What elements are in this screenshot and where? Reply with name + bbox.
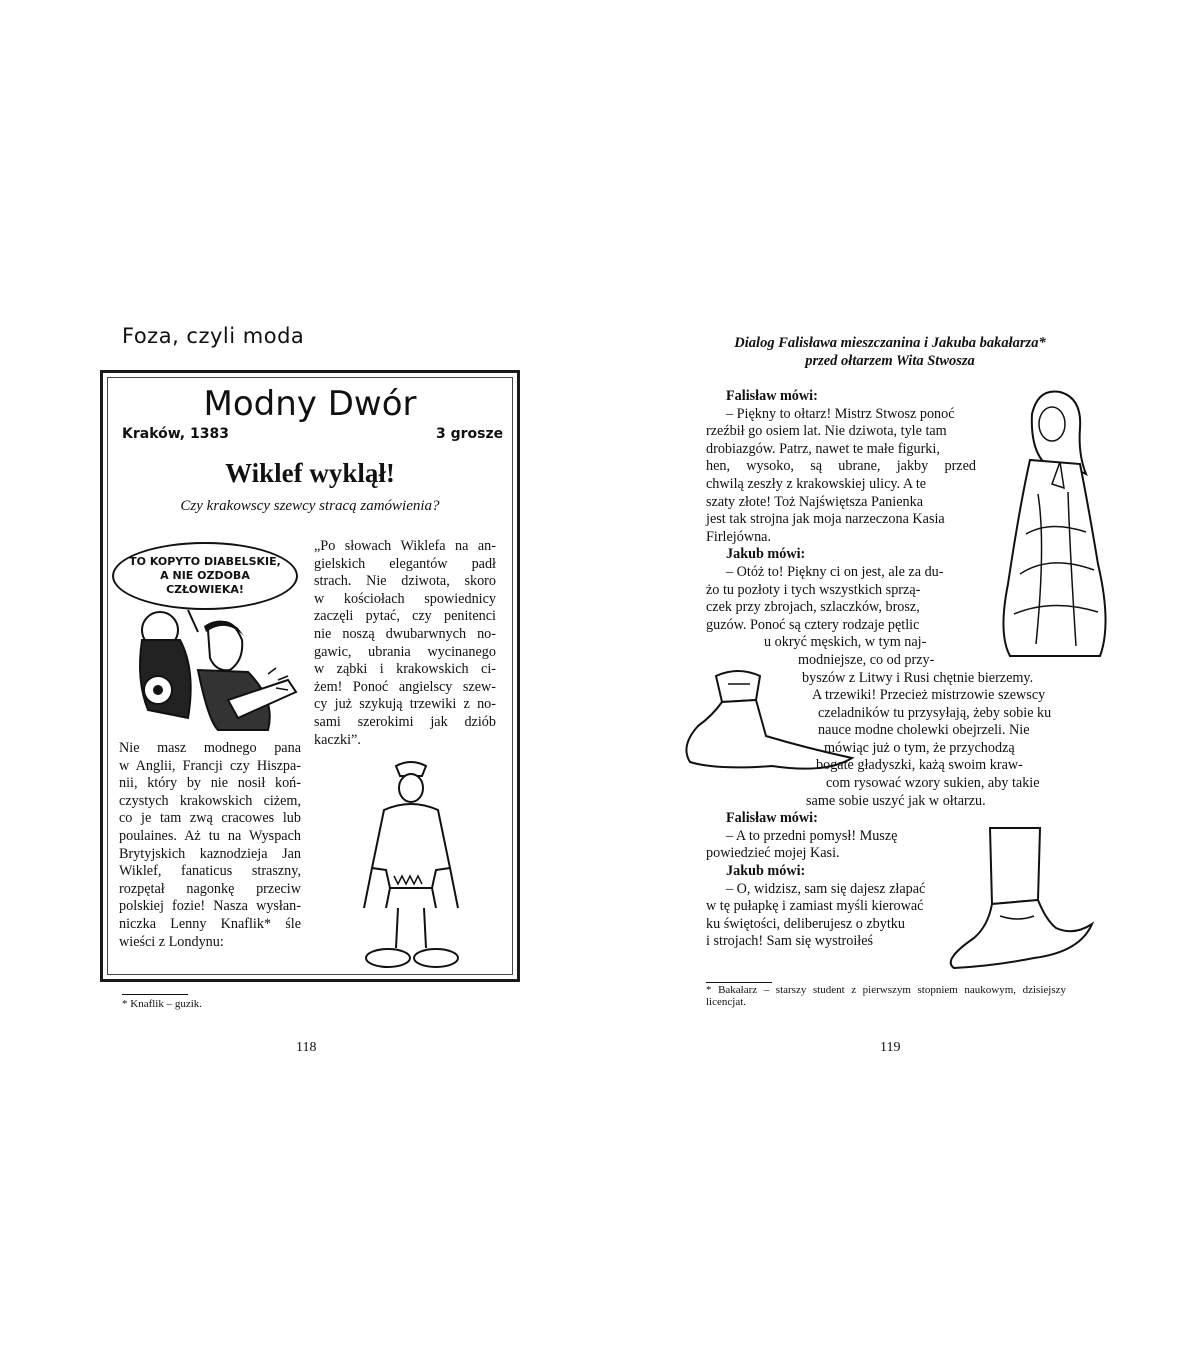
text-line: guzów. Ponoć są cztery rodzaje pętlic — [706, 616, 920, 633]
fashionable-man-illustration — [356, 758, 466, 978]
dialog-title — [700, 334, 1080, 370]
text-line: nauce modne cholewki obejrzeli. Nie — [818, 722, 1030, 739]
text-line: co je tam zwą cracowes lub — [119, 810, 301, 827]
page-number: 119 — [880, 1040, 901, 1055]
text-line: Wiklef, fanaticus straszny, — [119, 863, 301, 880]
madonna-illustration — [990, 384, 1120, 664]
footnote: * Knaflik – guzik. — [122, 998, 203, 1010]
text-line: – O, widzisz, sam się dajesz złapać — [726, 880, 926, 897]
footnote-rule — [706, 982, 772, 983]
text-line: hen, wysoko, są ubrane, jakby przed — [706, 458, 976, 475]
speaker-label: Jakub mówi: — [726, 863, 806, 880]
text-line: i strojach! Sam się wystroiłeś — [706, 933, 874, 950]
text-line: Firlejówna. — [706, 528, 772, 545]
text-line: A trzewiki! Przecież mistrzowie szewscy — [812, 687, 1046, 704]
text-line: nie noszą dwubarwnych no- — [314, 625, 496, 642]
text-line: byszów z Litwy i Rusi chętnie bierzemy. — [802, 669, 1034, 686]
dialog-title-line: Dialog Falisława mieszczanina i Jakuba bakałarza* — [734, 335, 1046, 351]
dialog-body — [706, 388, 1052, 951]
text-line: strach. Nie dziwota, skoro — [314, 573, 496, 590]
text-line: szaty złote! Toż Najświętsza Panienka — [706, 493, 923, 510]
text-line: w kościołach spowiednicy — [314, 590, 496, 607]
running-head: Foza, czyli moda — [122, 324, 305, 348]
article-headline: Wiklef wyklął! — [225, 458, 395, 488]
text-line: ku świętości, deliberujesz o zbytku — [706, 915, 905, 932]
text-line: Nie masz modnego pana — [119, 740, 301, 756]
text-line: „Po słowach Wiklefa na an- — [314, 538, 496, 554]
speech-bubble-line: A NIE OZDOBA — [160, 569, 250, 582]
shoemaker-illustration — [118, 600, 298, 740]
text-line: kaczki”. — [314, 731, 361, 748]
text-line: mówiąc już o tym, że przychodzą — [824, 739, 1015, 756]
issue-price: 3 grosze — [436, 426, 504, 442]
text-line: czystych krakowskich ciżem, — [119, 792, 301, 809]
text-line: drobiazgów. Patrz, nawet te małe figurki, — [706, 440, 940, 457]
text-line: jest tak strojna jak moja narzeczona Kasia — [706, 511, 945, 528]
newspaper-masthead: Modny Dwór — [203, 384, 417, 424]
text-line: bogate gładyszki, każą swoim kraw- — [816, 757, 1023, 774]
article-column-left — [119, 740, 301, 951]
speaker-label: Falisław mówi: — [726, 810, 818, 827]
text-line: w ząbki i krakowskich ci- — [314, 661, 496, 678]
footnote-rule — [122, 994, 188, 995]
speaker-label: Jakub mówi: — [726, 546, 806, 563]
text-line: rozpętał nagonkę przeciw — [119, 880, 301, 897]
text-line: chwilą zeszły z krakowskiej ulicy. A te — [706, 475, 927, 492]
text-line: Brytyjskich kaznodzieja Jan — [119, 845, 301, 862]
text-line: rzeźbił go osiem lat. Nie dziwota, tyle tam — [706, 423, 947, 440]
speaker-label: Falisław mówi: — [726, 388, 818, 404]
text-line: – Piękny to ołtarz! Mistrz Stwosz ponoć — [726, 405, 955, 422]
text-line: powiedzieć mojej Kasi. — [706, 845, 840, 862]
text-line: nii, który by nie nosił koń- — [119, 775, 301, 792]
text-line: w Anglii, Francji czy Hiszpa- — [119, 757, 301, 774]
text-line: modniejsze, co od przy- — [798, 651, 935, 668]
text-line: com rysować wzory sukien, aby takie — [826, 775, 1040, 792]
text-line: czek przy zbrojach, szlaczków, brosz, — [706, 599, 920, 616]
text-line: – A to przedni pomysł! Muszę — [726, 827, 898, 844]
text-line: niczka Lenny Knaflik* śle — [119, 915, 301, 932]
text-line: czeladników tu przysyłają, żeby sobie ku — [818, 704, 1052, 721]
text-line: poulaines. Aż tu na Wyspach — [119, 827, 301, 844]
text-line: zaczęli pytać, czy penitenci — [314, 608, 496, 625]
text-line: polskiej fozie! Nasza wysłan- — [119, 898, 301, 915]
issue-city-year: Kraków, 1383 — [122, 426, 229, 442]
text-line: w tę pułapkę i zamiast myśli kierować — [706, 898, 924, 915]
text-line: – Otóż to! Piękny ci on jest, ale za du- — [726, 563, 944, 580]
text-line: żo tu pozłoty i tych wszystkich sprzą- — [706, 581, 921, 598]
text-line: wieści z Londynu: — [119, 933, 224, 950]
page-number: 118 — [296, 1040, 317, 1055]
text-line: żem! Ponoć angielscy szew- — [314, 678, 496, 695]
text-line: sami szerokimi jak dziób — [314, 713, 496, 730]
text-line: same sobie uszyć jak w ołtarzu. — [806, 792, 986, 809]
speech-bubble-line: CZŁOWIEKA! — [166, 583, 244, 596]
text-line: gawic, ubrania wycinanego — [314, 643, 496, 660]
text-line: cy już szykują trzewiki z no- — [314, 696, 496, 713]
text-line: u okryć męskich, w tym naj- — [764, 634, 927, 651]
article-subheadline: Czy krakowscy szewcy stracą zamówienia? — [180, 498, 440, 514]
article-column-right — [314, 538, 496, 749]
text-line: gielskich elegantów padł — [314, 555, 496, 572]
footnote: * Bakałarz – starszy student z pierwszym stopniem naukowym, dzisiejszy licencjat. — [706, 984, 1066, 1008]
speech-bubble-line: TO KOPYTO DIABELSKIE, — [129, 555, 281, 568]
dialog-title-line: przed ołtarzem Wita Stwosza — [805, 353, 975, 369]
